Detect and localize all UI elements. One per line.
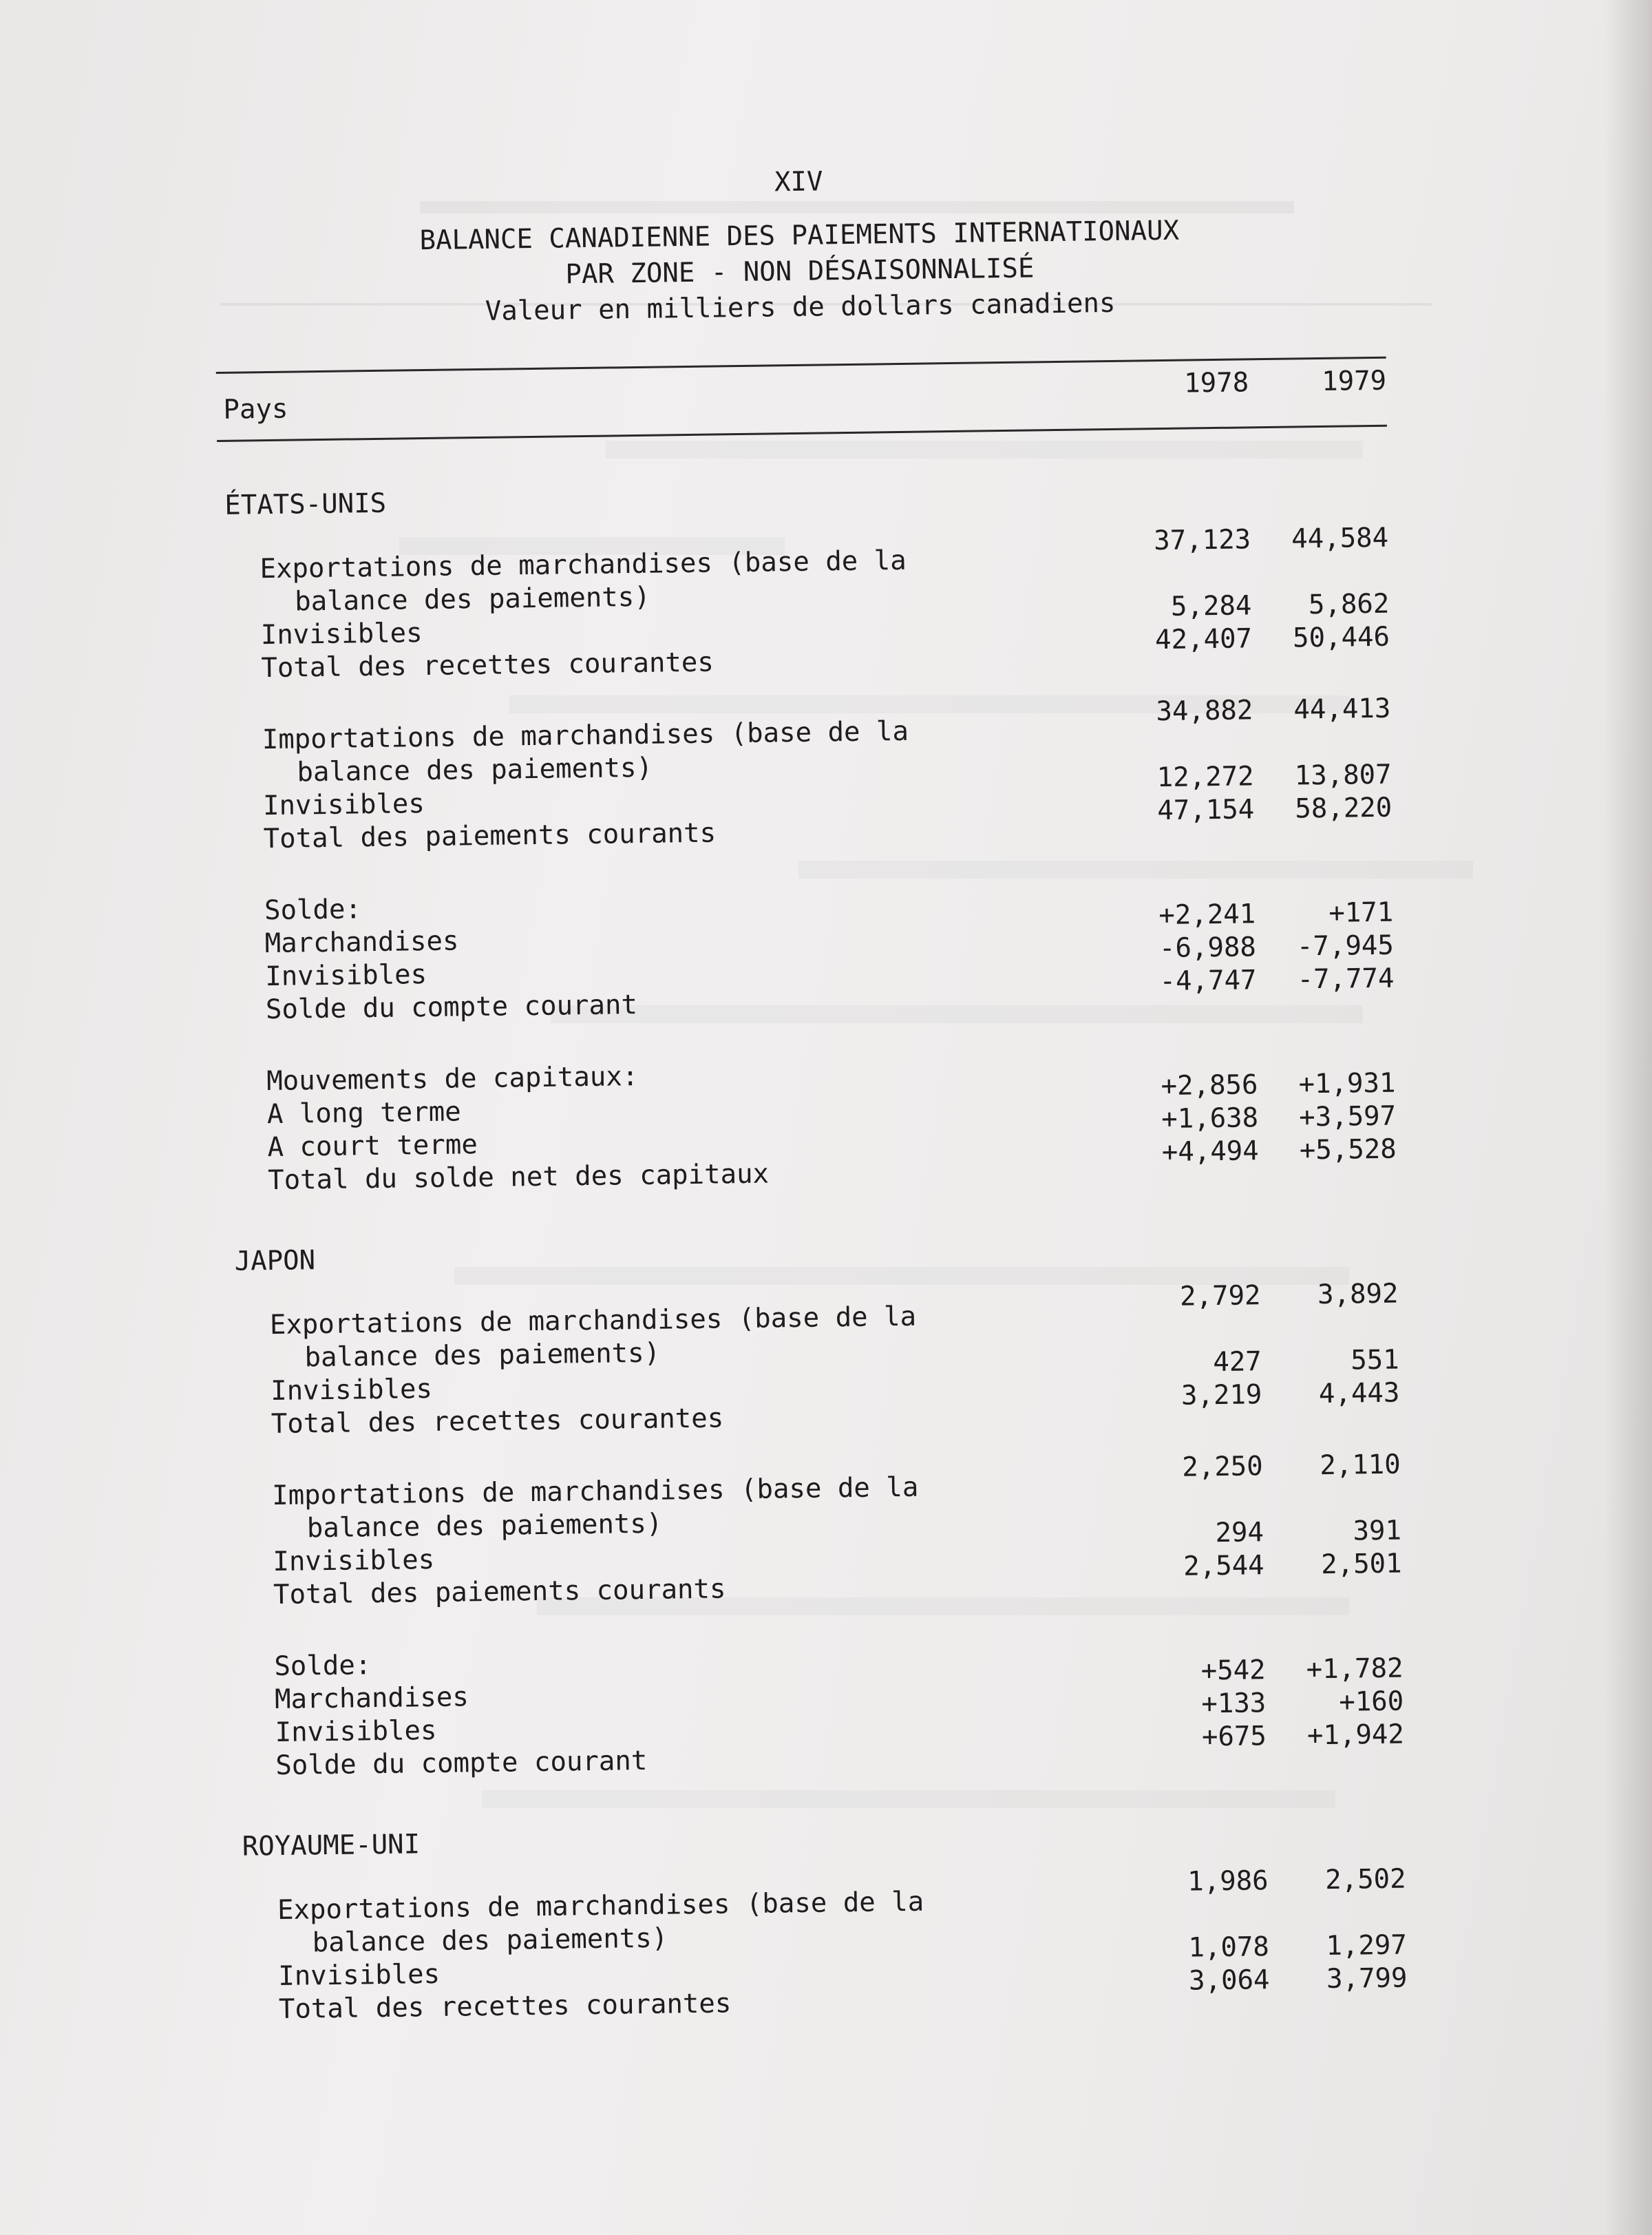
column-header-1978: 1978 (1183, 367, 1249, 399)
row-label: Invisibles (260, 618, 423, 651)
row-label: Solde du compte courant (265, 989, 638, 1026)
row-label-continuation: balance des paiements) (297, 752, 653, 788)
value-1979: -7,945 (1296, 930, 1395, 963)
value-1979: 551 (1350, 1344, 1400, 1376)
row-label: Exportations de marchandises (base de la (269, 1301, 917, 1341)
row-label: Marchandises (274, 1681, 469, 1716)
row-label: Invisibles (265, 959, 427, 993)
row-label: Total des paiements courants (263, 817, 717, 855)
value-1979: 4,443 (1318, 1377, 1400, 1410)
value-1978: 1,078 (1188, 1931, 1270, 1964)
value-1978: 2,544 (1183, 1550, 1264, 1582)
table-group (236, 1863, 1421, 2026)
row-label-continuation: balance des paiements) (304, 1337, 661, 1374)
page-header (213, 157, 1386, 333)
value-1979: +1,931 (1298, 1067, 1396, 1100)
row-label-continuation: balance des paiements) (312, 1922, 668, 1959)
value-1978: 42,407 (1154, 623, 1253, 656)
value-1979: 2,502 (1324, 1863, 1406, 1896)
value-1978: 34,882 (1156, 695, 1253, 728)
row-label: Importations de marchandises (base de la (271, 1471, 919, 1512)
value-1979: +1,942 (1306, 1719, 1405, 1752)
units-note: Valeur en milliers de dollars canadiens (485, 287, 1116, 327)
value-1978: 2,250 (1182, 1451, 1264, 1483)
row-label: Marchandises (264, 925, 459, 960)
row-label: Total des recettes courantes (261, 647, 714, 684)
section-heading-etats-unis: ÉTATS-UNIS (224, 487, 387, 521)
row-label: Importations de marchandises (base de la (262, 715, 909, 756)
group-heading-label: Mouvements de capitaux: (266, 1061, 639, 1098)
table-group (229, 1278, 1414, 1441)
value-1978: +1,638 (1161, 1102, 1259, 1135)
section-heading-japon: JAPON (234, 1245, 316, 1277)
row-label: Invisibles (275, 1714, 437, 1749)
value-1978: 1,986 (1187, 1865, 1269, 1898)
value-1979: 2,110 (1320, 1449, 1401, 1482)
value-1978: 427 (1213, 1346, 1262, 1378)
row-label: Total des paiements courants (273, 1573, 726, 1611)
group-heading-label: Solde: (264, 894, 362, 927)
value-1979: 391 (1353, 1515, 1402, 1547)
value-1979: 44,413 (1293, 693, 1391, 726)
column-header-country: Pays (223, 393, 288, 426)
table-group (233, 1635, 1418, 1783)
table-group (231, 1449, 1416, 1612)
row-label: Solde du compte courant (275, 1745, 648, 1782)
table-group (223, 879, 1408, 1027)
value-1978: +133 (1201, 1688, 1267, 1720)
value-1979: +3,597 (1298, 1100, 1397, 1133)
value-1979: +5,528 (1299, 1133, 1397, 1166)
value-1979: 2,501 (1320, 1548, 1402, 1581)
value-1979: 3,799 (1326, 1962, 1408, 1995)
value-1978: +4,494 (1161, 1135, 1260, 1168)
value-1978: +542 (1200, 1655, 1266, 1687)
statistical-table-page (213, 156, 1421, 2026)
value-1978: 2,792 (1179, 1280, 1261, 1312)
value-1978: -4,747 (1159, 965, 1257, 998)
row-label: Exportations de marchandises (base de la (260, 545, 907, 585)
group-heading-label: Solde: (274, 1650, 372, 1683)
value-1978: 294 (1215, 1517, 1264, 1549)
table-group (225, 1050, 1410, 1197)
row-label-continuation: balance des paiements) (306, 1508, 663, 1544)
table-group (220, 693, 1406, 856)
row-label: Invisibles (278, 1958, 441, 1992)
section-heading-royaume-uni: ROYAUME-UNI (242, 1829, 421, 1863)
value-1978: 37,123 (1153, 524, 1251, 557)
row-label: Invisibles (262, 788, 425, 822)
value-1979: 50,446 (1292, 621, 1390, 654)
value-1978: 3,064 (1188, 1964, 1270, 1997)
row-label: Total des recettes courantes (271, 1403, 724, 1440)
row-label: Invisibles (273, 1544, 435, 1578)
row-label: A long terme (266, 1096, 461, 1131)
value-1978: -6,988 (1158, 932, 1257, 965)
value-1979: -7,774 (1297, 963, 1395, 996)
value-1978: +675 (1201, 1721, 1267, 1753)
value-1978: +2,241 (1158, 899, 1256, 932)
value-1978: 3,219 (1180, 1379, 1262, 1412)
value-1979: 13,807 (1294, 759, 1392, 792)
page-subtitle: PAR ZONE - NON DÉSAISONNALISÉ (565, 253, 1035, 291)
row-label-continuation: balance des paiements) (294, 581, 650, 618)
row-label: A court terme (267, 1129, 478, 1164)
column-header-1979: 1979 (1321, 365, 1387, 397)
value-1979: +171 (1328, 896, 1394, 929)
value-1978: 5,284 (1170, 590, 1252, 622)
value-1978: 12,272 (1156, 761, 1254, 794)
row-label: Total du solde net des capitaux (267, 1158, 770, 1197)
page-title: BALANCE CANADIENNE DES PAIEMENTS INTERNATIONAUX (419, 215, 1180, 257)
value-1979: +1,782 (1306, 1652, 1404, 1686)
value-1979: 58,220 (1295, 792, 1392, 825)
value-1979: 44,584 (1291, 522, 1389, 555)
value-1978: 47,154 (1157, 794, 1255, 827)
value-1979: +160 (1339, 1686, 1404, 1718)
row-label: Exportations de marchandises (base de la (277, 1886, 924, 1926)
value-1978: +2,856 (1161, 1069, 1258, 1102)
row-label: Total des recettes courantes (278, 1988, 732, 2025)
table-group (218, 522, 1404, 685)
row-label: Invisibles (270, 1373, 433, 1407)
value-1979: 5,862 (1308, 588, 1390, 621)
value-1979: 1,297 (1326, 1929, 1408, 1962)
page-number: XIV (774, 166, 823, 198)
value-1979: 3,892 (1317, 1278, 1399, 1311)
